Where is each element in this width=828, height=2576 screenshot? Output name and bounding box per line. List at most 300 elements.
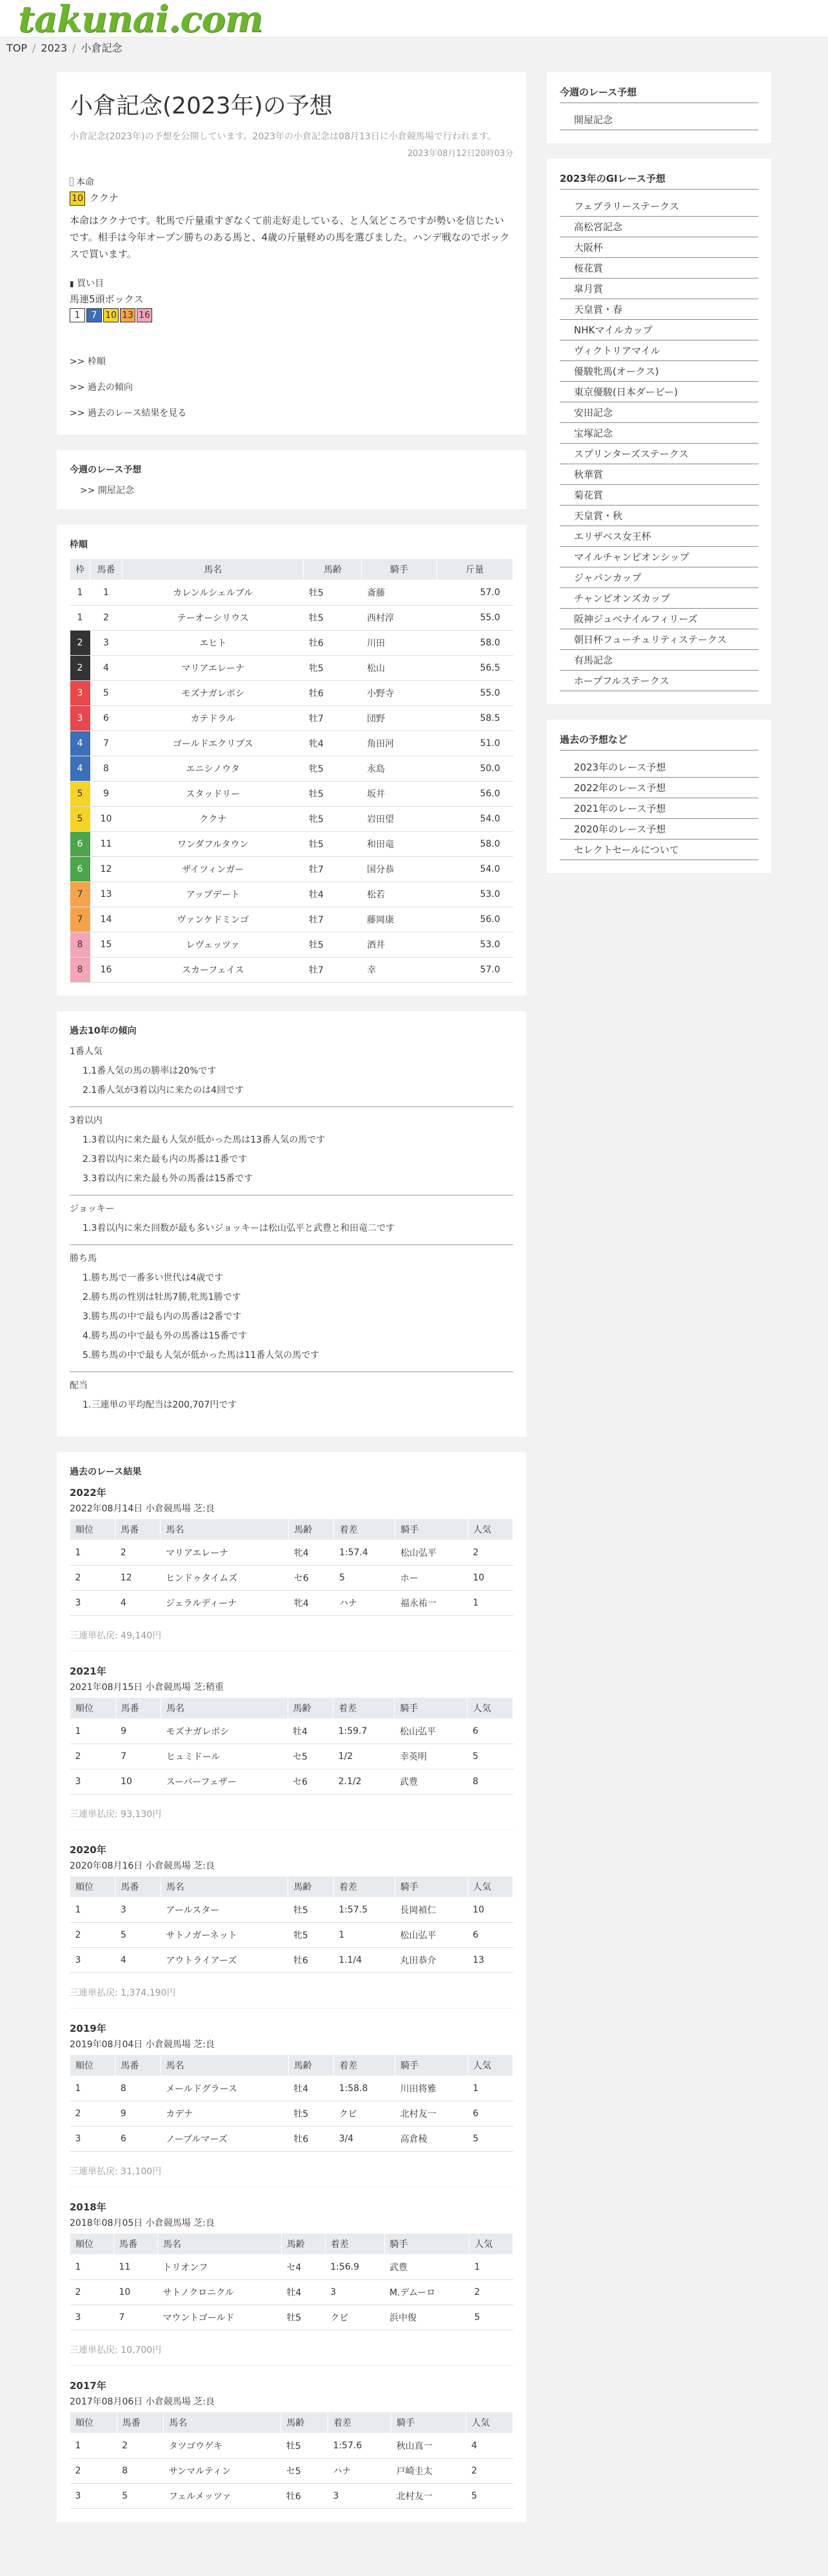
col-header: 着差 bbox=[334, 2055, 395, 2076]
sidebar-item[interactable]: セレクトセールについて bbox=[560, 840, 758, 860]
table-cell: エヒト bbox=[123, 631, 304, 656]
col-header: 着差 bbox=[333, 1698, 395, 1719]
table-cell: 10 bbox=[115, 1769, 161, 1794]
breadcrumb: TOP / 2023 / 小倉記念 bbox=[6, 42, 123, 54]
col-header: 馬齢 bbox=[288, 2055, 333, 2076]
table-row bbox=[70, 932, 513, 958]
result-year: 2020年 bbox=[70, 1844, 106, 1856]
table-cell: ゴールドエクリプス bbox=[123, 731, 304, 756]
sidebar-item[interactable]: 2020年のレース予想 bbox=[560, 819, 758, 840]
table-row bbox=[70, 2101, 513, 2127]
table-cell: 9 bbox=[115, 2101, 161, 2127]
result-table bbox=[70, 1519, 513, 1616]
publish-date: 2023年08月12日20時03分 bbox=[407, 149, 513, 159]
table-cell: 6 bbox=[468, 1719, 513, 1744]
sidebar-item[interactable]: 安田記念 bbox=[560, 402, 758, 423]
col-header: 馬番 bbox=[117, 2412, 164, 2433]
table-cell: 牡5 bbox=[304, 932, 362, 958]
table-cell: 10 bbox=[468, 1566, 513, 1591]
result-meta: 2022年08月14日 小倉競馬場 芝:良 bbox=[70, 1504, 215, 1514]
col-header: 馬番 bbox=[115, 1519, 161, 1540]
table-cell: 3 bbox=[70, 2305, 114, 2330]
ticket-icon: ▮ bbox=[70, 279, 74, 288]
table-row bbox=[70, 2127, 513, 2152]
trend-list bbox=[70, 1271, 513, 1372]
table-cell: 1.1/4 bbox=[333, 1948, 395, 1973]
table-cell: 2 bbox=[115, 1540, 161, 1566]
table-cell: スーパーフェザー bbox=[161, 1769, 288, 1794]
col-header: 馬名 bbox=[123, 559, 304, 580]
result-header-row bbox=[70, 1876, 513, 1898]
table-cell: 8 bbox=[90, 756, 123, 782]
trend-item: 2.3着以内に来た最も内の馬番は1番です bbox=[83, 1154, 248, 1165]
table-cell: レヴェッツァ bbox=[123, 932, 304, 958]
table-cell: 7 bbox=[70, 882, 90, 907]
table-cell: 牝4 bbox=[304, 731, 362, 756]
sidebar-item[interactable]: 秋華賞 bbox=[560, 464, 758, 485]
table-cell: スタッドリー bbox=[123, 782, 304, 807]
table-cell: 和田竜 bbox=[362, 832, 437, 857]
table-cell: 9 bbox=[115, 1719, 161, 1744]
table-cell: 1:57.6 bbox=[328, 2433, 391, 2459]
table-cell: 13 bbox=[468, 1948, 513, 1973]
trend-title: 過去10年の傾向 bbox=[70, 1026, 137, 1036]
table-cell: 10 bbox=[468, 1898, 513, 1923]
table-cell: 3 bbox=[70, 1948, 115, 1973]
payout-text: 三連単払戻: 49,140円 bbox=[70, 1629, 513, 1651]
table-cell: 1 bbox=[469, 2255, 513, 2280]
sidebar-item[interactable]: スプリンターズステークス bbox=[560, 444, 758, 464]
table-cell: 川田 bbox=[362, 631, 437, 656]
table-cell: 1 bbox=[70, 2433, 117, 2459]
trend-item: 3.3着以内に来た最も外の馬番は15番です bbox=[83, 1174, 253, 1184]
table-cell: 1 bbox=[70, 605, 90, 631]
honmei-horse bbox=[70, 191, 513, 206]
table-cell: アップデート bbox=[123, 882, 304, 907]
table-cell: 松若 bbox=[362, 882, 437, 907]
table-cell: クビ bbox=[325, 2305, 384, 2330]
table-cell: モズナガレボシ bbox=[161, 1719, 288, 1744]
sidebar-item[interactable]: 阪神ジュベナイルフィリーズ bbox=[560, 609, 758, 629]
col-header: 人気 bbox=[468, 1519, 513, 1540]
table-cell: 54.0 bbox=[437, 857, 513, 882]
sidebar-item[interactable]: 2021年のレース予想 bbox=[560, 798, 758, 819]
table-cell: 岩田望 bbox=[362, 807, 437, 832]
col-header: 着差 bbox=[325, 2234, 384, 2255]
table-cell: 11 bbox=[90, 832, 123, 857]
table-cell: 3 bbox=[115, 1898, 161, 1923]
table-cell: 1:56.9 bbox=[325, 2255, 384, 2280]
col-header: 馬名 bbox=[161, 2055, 288, 2076]
table-cell: 幸英明 bbox=[395, 1744, 468, 1769]
table-cell: 牡7 bbox=[304, 958, 362, 983]
table-cell: カテドラル bbox=[123, 706, 304, 731]
col-header: 順位 bbox=[70, 1698, 116, 1719]
main-column bbox=[57, 72, 526, 2537]
table-cell: 10 bbox=[113, 2280, 157, 2305]
result-meta: 2018年08月05日 小倉競馬場 芝:良 bbox=[70, 2218, 215, 2228]
col-header: 順位 bbox=[70, 1876, 115, 1898]
col-header: 馬齢 bbox=[289, 1519, 334, 1540]
table-cell: 牡5 bbox=[304, 832, 362, 857]
table-cell: 丸田恭介 bbox=[395, 1948, 468, 1973]
link-waku[interactable]: >> 枠順 bbox=[70, 357, 106, 367]
col-header: 騎手 bbox=[395, 1519, 468, 1540]
table-cell: ノーブルマーズ bbox=[161, 2127, 288, 2152]
table-row bbox=[70, 782, 513, 807]
table-cell: マリアエレーナ bbox=[123, 656, 304, 681]
table-cell: 武豊 bbox=[395, 1769, 468, 1794]
result-header-row bbox=[70, 1698, 513, 1719]
table-cell: 4 bbox=[70, 731, 90, 756]
table-cell: 2.1/2 bbox=[333, 1769, 395, 1794]
result-year: 2019年 bbox=[70, 2023, 106, 2034]
table-cell: セ5 bbox=[281, 2459, 328, 2484]
table-cell: セ6 bbox=[289, 1566, 334, 1591]
link-results[interactable]: >> 過去のレース結果を見る bbox=[70, 408, 187, 418]
sidebar-item[interactable]: 東京優駿(日本ダービー) bbox=[560, 382, 758, 402]
kaime-label: 買い目 bbox=[77, 279, 104, 289]
table-cell: 2 bbox=[70, 1744, 116, 1769]
col-header: 馬齢 bbox=[281, 2234, 325, 2255]
table-cell: 北村友一 bbox=[391, 2484, 466, 2509]
sidebar-item[interactable]: 宝塚記念 bbox=[560, 423, 758, 444]
table-cell: ホー bbox=[395, 1566, 468, 1591]
table-cell: アールスター bbox=[161, 1898, 288, 1923]
table-cell: 5 bbox=[117, 2484, 164, 2509]
table-row bbox=[70, 907, 513, 932]
table-cell: 牡4 bbox=[304, 882, 362, 907]
col-header: 枠 bbox=[70, 559, 90, 580]
table-cell: マリアエレーナ bbox=[161, 1540, 289, 1566]
sidebar-weekly-title: 今週のレース予想 bbox=[560, 85, 758, 103]
table-cell: 8 bbox=[70, 932, 90, 958]
table-cell: 牝5 bbox=[304, 807, 362, 832]
prediction-card bbox=[57, 72, 526, 435]
table-cell: 5 bbox=[468, 1744, 513, 1769]
result-table bbox=[70, 2412, 513, 2509]
sidebar-item[interactable]: 天皇賞・秋 bbox=[560, 506, 758, 526]
table-cell: 1 bbox=[333, 1923, 395, 1948]
table-row bbox=[70, 580, 513, 605]
table-cell: 1 bbox=[70, 2076, 115, 2101]
table-cell: 牡6 bbox=[281, 2484, 328, 2509]
table-cell: 56.0 bbox=[437, 907, 513, 932]
table-cell: 5 bbox=[70, 782, 90, 807]
table-cell: 6 bbox=[70, 832, 90, 857]
result-year: 2022年 bbox=[70, 1487, 106, 1499]
table-cell: セ4 bbox=[281, 2255, 325, 2280]
table-row bbox=[70, 2484, 513, 2509]
sidebar-item[interactable]: 天皇賞・春 bbox=[560, 299, 758, 320]
table-cell: 1 bbox=[70, 2255, 114, 2280]
trend-list bbox=[70, 1398, 513, 1421]
table-cell: ハナ bbox=[334, 1591, 395, 1616]
table-cell: 57.0 bbox=[437, 580, 513, 605]
sidebar-item[interactable]: 大阪杯 bbox=[560, 237, 758, 258]
payout-text: 三連単払戻: 31,100円 bbox=[70, 2165, 513, 2187]
col-header: 騎手 bbox=[391, 2412, 466, 2433]
sidebar-item[interactable]: NHKマイルカップ bbox=[560, 320, 758, 340]
table-cell: ヒュミドール bbox=[161, 1744, 288, 1769]
table-cell: 14 bbox=[90, 907, 123, 932]
breadcrumb-current: 小倉記念 bbox=[81, 42, 123, 54]
table-cell: 53.0 bbox=[437, 882, 513, 907]
table-cell: セ5 bbox=[288, 1744, 333, 1769]
table-cell: 川田将雅 bbox=[395, 2076, 468, 2101]
table-cell: 2 bbox=[70, 2101, 115, 2127]
sidebar-item[interactable]: 優駿牝馬(オークス) bbox=[560, 361, 758, 382]
result-year: 2017年 bbox=[70, 2380, 106, 2392]
table-cell: 牝5 bbox=[288, 1923, 333, 1948]
sidebar-item[interactable]: ホープフルステークス bbox=[560, 671, 758, 691]
table-cell: 松山 bbox=[362, 656, 437, 681]
table-row bbox=[70, 1566, 513, 1591]
table-cell: マウントゴールド bbox=[157, 2305, 281, 2330]
table-cell: 牡4 bbox=[288, 1719, 333, 1744]
table-cell: 2 bbox=[466, 2459, 513, 2484]
table-row bbox=[70, 1898, 513, 1923]
table-cell: 12 bbox=[90, 857, 123, 882]
honmei-label: 本命 bbox=[76, 177, 94, 188]
sidebar-item[interactable]: 桜花賞 bbox=[560, 258, 758, 279]
table-cell: 7 bbox=[115, 1744, 161, 1769]
table-cell: ヒンドゥタイムズ bbox=[161, 1566, 289, 1591]
table-cell: 高倉稜 bbox=[395, 2127, 468, 2152]
table-cell: 2 bbox=[70, 656, 90, 681]
table-cell: 2 bbox=[70, 2459, 117, 2484]
table-cell: 7 bbox=[113, 2305, 157, 2330]
trend-item: 1.三連単の平均配当は200,707円です bbox=[83, 1400, 237, 1410]
sidebar-item[interactable]: 開屋記念 bbox=[560, 110, 758, 130]
col-header: 順位 bbox=[70, 1519, 115, 1540]
table-cell: サトノクロニクル bbox=[157, 2280, 281, 2305]
col-header: 馬齢 bbox=[288, 1698, 333, 1719]
breadcrumb-top[interactable]: TOP bbox=[6, 42, 28, 54]
table-row bbox=[70, 1769, 513, 1794]
trend-list bbox=[70, 1221, 513, 1245]
table-cell: 3 bbox=[70, 2484, 117, 2509]
table-cell: 6 bbox=[468, 2101, 513, 2127]
table-row bbox=[70, 1948, 513, 1973]
table-cell: 13 bbox=[90, 882, 123, 907]
box-num: 13 bbox=[120, 308, 135, 322]
table-cell: 1:58.8 bbox=[334, 2076, 395, 2101]
result-year: 2018年 bbox=[70, 2201, 106, 2213]
site-header bbox=[0, 0, 828, 41]
breadcrumb-year[interactable]: 2023 bbox=[41, 42, 68, 54]
table-cell: 55.0 bbox=[437, 605, 513, 631]
col-header: 馬名 bbox=[164, 2412, 281, 2433]
table-row bbox=[70, 631, 513, 656]
honmei-name: ククナ bbox=[89, 192, 119, 204]
table-cell: サトノガーネット bbox=[161, 1923, 288, 1948]
table-cell: 9 bbox=[90, 782, 123, 807]
table-cell: 1 bbox=[70, 580, 90, 605]
table-cell: エニシノウタ bbox=[123, 756, 304, 782]
col-header: 馬齢 bbox=[304, 559, 362, 580]
table-row bbox=[70, 681, 513, 706]
table-cell: 1:57.4 bbox=[334, 1540, 395, 1566]
sidebar-item[interactable]: 皐月賞 bbox=[560, 279, 758, 299]
table-cell: 牡5 bbox=[304, 782, 362, 807]
weekly-link[interactable]: >> 開屋記念 bbox=[80, 486, 134, 496]
table-cell: 3 bbox=[70, 706, 90, 731]
table-cell: 3/4 bbox=[334, 2127, 395, 2152]
table-cell: 6 bbox=[115, 2127, 161, 2152]
result-year: 2021年 bbox=[70, 1666, 106, 1677]
table-cell: 牡5 bbox=[304, 605, 362, 631]
sidebar-item[interactable]: エリザベス女王杯 bbox=[560, 526, 758, 547]
table-cell: 57.0 bbox=[437, 958, 513, 983]
col-header: 斤量 bbox=[437, 559, 513, 580]
table-row bbox=[70, 958, 513, 983]
col-header: 順位 bbox=[70, 2055, 115, 2076]
table-cell: 1 bbox=[70, 1898, 115, 1923]
table-cell: M.デムーロ bbox=[384, 2280, 469, 2305]
sidebar-item[interactable]: フェブラリーステークス bbox=[560, 196, 758, 217]
table-row bbox=[70, 2433, 513, 2459]
col-header: 順位 bbox=[70, 2412, 117, 2433]
table-cell: 牡5 bbox=[281, 2305, 325, 2330]
col-header: 馬番 bbox=[115, 1876, 161, 1898]
col-header: 騎手 bbox=[395, 2055, 468, 2076]
payout-text: 三連単払戻: 1,374,190円 bbox=[70, 1986, 513, 2009]
col-header: 人気 bbox=[469, 2234, 513, 2255]
box-numbers bbox=[70, 308, 513, 322]
sidebar-item[interactable]: 朝日杯フューチュリティステークス bbox=[560, 629, 758, 650]
table-row bbox=[70, 1719, 513, 1744]
table-cell: 11 bbox=[113, 2255, 157, 2280]
table-cell: 1 bbox=[70, 1540, 115, 1566]
trend-heading: 勝ち馬 bbox=[70, 1254, 97, 1264]
table-cell: 戸崎圭太 bbox=[391, 2459, 466, 2484]
table-cell: 小野寺 bbox=[362, 681, 437, 706]
table-cell: クビ bbox=[334, 2101, 395, 2127]
sidebar-item[interactable]: 高松宮記念 bbox=[560, 217, 758, 237]
result-table bbox=[70, 2233, 513, 2330]
table-cell: 3 bbox=[325, 2280, 384, 2305]
table-cell: 牡4 bbox=[281, 2280, 325, 2305]
payout-text: 三連単払戻: 10,700円 bbox=[70, 2343, 513, 2366]
trend-item: 1.3着以内に来た最も人気が低かった馬は13番人気の馬です bbox=[83, 1135, 326, 1145]
results-title: 過去のレース結果 bbox=[70, 1467, 142, 1477]
table-cell: 1 bbox=[70, 1719, 116, 1744]
table-cell: サンマルティン bbox=[164, 2459, 281, 2484]
result-meta: 2019年08月04日 小倉競馬場 芝:良 bbox=[70, 2040, 215, 2050]
table-row bbox=[70, 882, 513, 907]
table-cell: 国分恭 bbox=[362, 857, 437, 882]
sidebar-g1 bbox=[547, 159, 771, 704]
table-row bbox=[70, 2305, 513, 2330]
table-row bbox=[70, 605, 513, 631]
table-cell: 藤岡康 bbox=[362, 907, 437, 932]
trend-item: 5.勝ち馬の中で最も人気が低かった馬は11番人気の馬です bbox=[83, 1350, 320, 1361]
table-cell: 3 bbox=[70, 1769, 116, 1794]
table-cell: 58.0 bbox=[437, 631, 513, 656]
table-cell: 5 bbox=[468, 2127, 513, 2152]
table-row bbox=[70, 1744, 513, 1769]
result-meta: 2021年08月15日 小倉競馬場 芝:稍重 bbox=[70, 1682, 224, 1693]
col-header: 馬番 bbox=[90, 559, 123, 580]
table-cell: 浜中俊 bbox=[384, 2305, 469, 2330]
table-cell: 牝5 bbox=[304, 756, 362, 782]
box-num: 1 bbox=[70, 308, 85, 322]
table-cell: 10 bbox=[90, 807, 123, 832]
table-cell: 6 bbox=[468, 1923, 513, 1948]
table-cell: 4 bbox=[70, 756, 90, 782]
col-header: 馬名 bbox=[157, 2234, 281, 2255]
sidebar-item[interactable]: 2022年のレース予想 bbox=[560, 778, 758, 798]
trend-heading: 配当 bbox=[70, 1381, 88, 1391]
table-cell: ヴァンケドミンゴ bbox=[123, 907, 304, 932]
col-header: 馬齢 bbox=[288, 1876, 333, 1898]
table-row bbox=[70, 832, 513, 857]
table-cell: ワンダフルタウン bbox=[123, 832, 304, 857]
table-cell: フェルメッツァ bbox=[164, 2484, 281, 2509]
table-cell: 3 bbox=[70, 2127, 115, 2152]
table-cell: 51.0 bbox=[437, 731, 513, 756]
table-cell: 4 bbox=[115, 1591, 161, 1616]
table-row bbox=[70, 857, 513, 882]
table-cell: 1:59.7 bbox=[333, 1719, 395, 1744]
table-cell: 牡4 bbox=[288, 2076, 333, 2101]
table-cell: 1 bbox=[468, 2076, 513, 2101]
table-cell: 1/2 bbox=[333, 1744, 395, 1769]
table-cell: 永島 bbox=[362, 756, 437, 782]
weekly-card bbox=[57, 450, 526, 509]
sidebar-item[interactable]: 菊花賞 bbox=[560, 485, 758, 506]
col-header: 馬番 bbox=[115, 2055, 161, 2076]
table-cell: 4 bbox=[466, 2433, 513, 2459]
table-cell: 53.0 bbox=[437, 932, 513, 958]
col-header: 馬名 bbox=[161, 1876, 288, 1898]
table-cell: 2 bbox=[90, 605, 123, 631]
col-header: 馬番 bbox=[113, 2234, 157, 2255]
sidebar-item[interactable]: マイルチャンピオンシップ bbox=[560, 547, 758, 567]
table-cell: 牡5 bbox=[288, 2101, 333, 2127]
table-cell: テーオーシリウス bbox=[123, 605, 304, 631]
sidebar-item[interactable]: 2023年のレース予想 bbox=[560, 757, 758, 778]
site-logo[interactable]: takunai.com bbox=[18, 0, 263, 41]
table-cell: 8 bbox=[117, 2459, 164, 2484]
table-cell: 福永祐一 bbox=[395, 1591, 468, 1616]
sidebar-item[interactable]: チャンピオンズカップ bbox=[560, 588, 758, 609]
trend-item: 1.勝ち馬で一番多い世代は4歳です bbox=[83, 1273, 224, 1283]
sidebar-item[interactable]: ジャパンカップ bbox=[560, 567, 758, 588]
table-cell: 牡7 bbox=[304, 857, 362, 882]
trend-item: 1.3着以内に来た回数が最も多いジョッキーは松山弘平と武豊と和田竜二です bbox=[83, 1223, 395, 1234]
waku-card bbox=[57, 525, 526, 996]
kaime-type: 馬連5頭ボックス bbox=[70, 293, 144, 305]
table-cell: 団野 bbox=[362, 706, 437, 731]
honmei-number: 10 bbox=[70, 192, 85, 206]
table-cell: 8 bbox=[115, 2076, 161, 2101]
trend-heading: 1番人気 bbox=[70, 1047, 103, 1057]
col-header: 騎手 bbox=[362, 559, 437, 580]
results-card bbox=[57, 1452, 526, 2522]
sidebar-item[interactable]: 有馬記念 bbox=[560, 650, 758, 671]
table-cell: 2 bbox=[70, 631, 90, 656]
sidebar-item[interactable]: ヴィクトリアマイル bbox=[560, 340, 758, 361]
table-cell: 2 bbox=[468, 1540, 513, 1566]
table-row bbox=[70, 1923, 513, 1948]
table-cell: セ6 bbox=[288, 1769, 333, 1794]
table-cell: トリオンフ bbox=[157, 2255, 281, 2280]
table-cell: 斎藤 bbox=[362, 580, 437, 605]
table-cell: 50.0 bbox=[437, 756, 513, 782]
link-trend[interactable]: >> 過去の傾向 bbox=[70, 382, 133, 393]
